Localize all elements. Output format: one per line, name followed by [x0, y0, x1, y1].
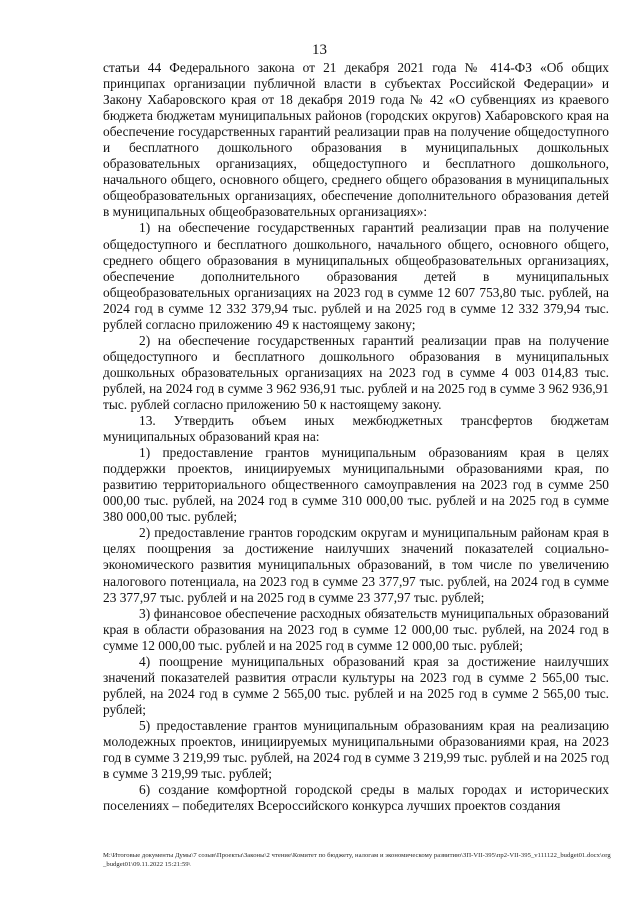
paragraph-item-2-subventions: 2) на обеспечение государственных гарантий реализации прав на получение общедоступного и бесплатного дошкольного образования в муниципальных дошкольных образовательных организациях на 2023 год в сумме 4 003 014,83 тыс. рублей, на 2024 год в сумме 3 962 936,91 тыс. рублей и на 2025 год в сумме 3 962 936,91 тыс. рублей согласно приложению 50 к настоящему закону. — [103, 332, 609, 412]
paragraph-item-4-culture: 4) поощрение муниципальных образований края за достижение наилучших значений показателей развития отрасли культуры на 2023 год в сумме 2 565,00 тыс. рублей, на 2024 год в сумме 2 565,00 тыс. рублей и на 2025 год в сумме 2 565,00 тыс. рублей; — [103, 653, 609, 717]
paragraph-item-2-grants: 2) предоставление грантов городским округам и муниципальным районам края в целях поощрения за достижение наилучших значений показателей социально-экономического развития муниципальных образований, в том числе по увеличению налогового потенциала, на 2023 год в сумме 23 377,97 тыс. рублей, на 2024 год в сумме 23 377,97 тыс. рублей и на 2025 год в сумме 23 377,97 тыс. рублей; — [103, 525, 609, 605]
paragraph-article-13: 13. Утвердить объем иных межбюджетных трансфертов бюджетам муниципальных образований края на: — [103, 413, 609, 445]
paragraph-item-1-grants: 1) предоставление грантов муниципальным образованиям края в целях поддержки проектов, инициируемых муниципальными образованиями края, по развитию территориального общественного самоуправления на 2023 год в сумме 250 000,00 тыс. рублей, на 2024 год в сумме 310 000,00 тыс. рублей и на 2025 год в сумме 380 000,00 тыс. рублей; — [103, 445, 609, 525]
paragraph-item-1-subventions: 1) на обеспечение государственных гарантий реализации прав на получение общедоступного и бесплатного дошкольного, начального общего, основного общего, среднего общего образования в муниципальных общеобразовательных организациях, обеспечение дополнительного образования детей в муниципальных общеобразовательных организациях на 2023 год в сумме 12 607 753,80 тыс. рублей, на 2024 год в сумме 12 332 379,94 тыс. рублей и на 2025 год в сумме 12 332 379,94 тыс. рублей согласно приложению 49 к настоящему закону; — [103, 220, 609, 332]
paragraph-item-3-education: 3) финансовое обеспечение расходных обязательств муниципальных образований края в области образования на 2023 год в сумме 12 000,00 тыс. рублей, на 2024 год в сумме 12 000,00 тыс. рублей и на 2025 год в сумме 12 000,00 тыс. рублей; — [103, 605, 609, 653]
paragraph-item-5-youth: 5) предоставление грантов муниципальным образованиям края на реализацию молодежных проектов, инициируемых муниципальными образованиями края, на 2023 год в сумме 3 219,99 тыс. рублей, на 2024 год в сумме 3 219,99 тыс. рублей и на 2025 год в сумме 3 219,99 тыс. рублей; — [103, 717, 609, 782]
footer-file-path: M:\Итоговые документы Думы\7 созыв\Проекты\Законы\2 чтение\Комитет по бюджету, налогам и экономическому развитию\ЗП-VII-395\пр2-VII-395_v111122_budget01.docx\org_budget01\09.11.2022 15:21:59\ — [103, 852, 611, 868]
document-body — [103, 60, 609, 814]
paragraph-item-6-urban: 6) создание комфортной городской среды в малых городах и исторических поселениях – победителях Всероссийского конкурса лучших проектов создания — [103, 782, 609, 814]
paragraph-continuation: статьи 44 Федерального закона от 21 декабря 2021 года № 414-ФЗ «Об общих принципах организации публичной власти в субъектах Российской Федерации» и Закону Хабаровского края от 18 декабря 2019 года № 42 «О субвенциях из краевого бюджета бюджетам муниципальных районов (городских округов) Хабаровского края на обеспечение государственных гарантий реализации прав на получение общедоступного и бесплатного дошкольного образования в муниципальных дошкольных образовательных организациях, общедоступного и бесплатного дошкольного, начального общего, основного общего, среднего общего образования в муниципальных общеобразовательных организациях, обеспечение дополнительного образования детей в муниципальных общеобразовательных организациях»: — [103, 60, 609, 220]
page-number: 13 — [312, 42, 327, 58]
